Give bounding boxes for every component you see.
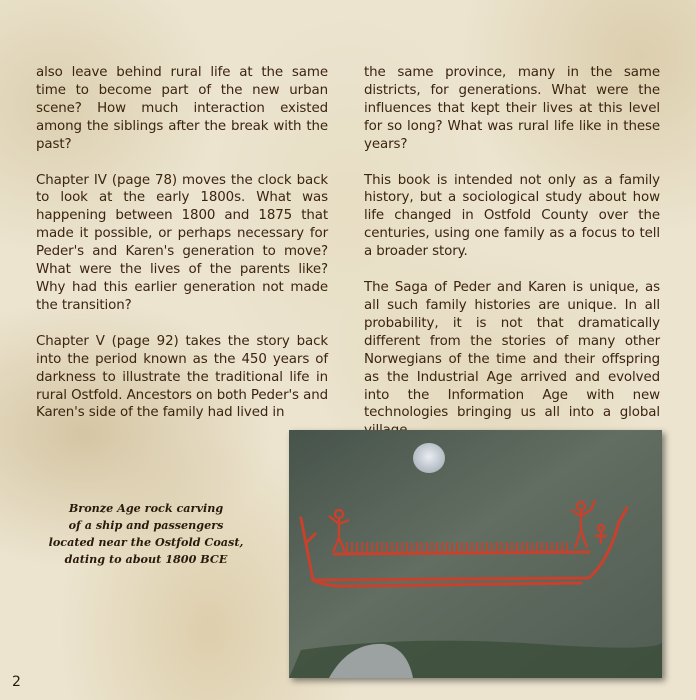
right-column — [364, 64, 660, 458]
cup-mark-disc — [413, 443, 445, 473]
left-column — [36, 64, 328, 440]
caption-line: Bronze Age rock carving — [68, 501, 224, 515]
photo-caption — [46, 500, 246, 568]
body-paragraph: This book is intended not only as a family history, but a sociological study about how life changed in Ostfold County over the centuries, using one family as a focus to tell a broader story. — [364, 172, 660, 260]
rock-carving-image — [289, 430, 662, 678]
body-paragraph: the same province, many in the same districts, for generations. What were the influences that kept their lives at this level for so long? What was rural life like in these years? — [364, 65, 660, 152]
body-paragraph: Chapter V (page 92) takes the story back into the period known as the 450 years of darkness to illustrate the traditional life in rural Ostfold. Ancestors on both Peder's and Karen's side of the family had lived in — [36, 333, 328, 421]
body-paragraph: Chapter IV (page 78) moves the clock back to look at the early 1800s. What was happening between 1800 and 1875 that made it possible, or perhaps necessary for Peder's and Karen's generation to move? What were the lives of the parents like? Why had this earlier generation not made the transition? — [36, 172, 328, 313]
body-paragraph: also leave behind rural life at the same time to become part of the new urban scene? How much interaction existed among the siblings after the break with the past? — [36, 65, 328, 152]
page-number: 2 — [12, 674, 21, 690]
caption-line: of a ship and passengers — [68, 518, 224, 532]
caption-line: located near the Ostfold Coast, — [48, 535, 244, 549]
rock-carving-photo — [289, 430, 662, 678]
body-paragraph: The Saga of Peder and Karen is unique, as all such family histories are unique. In all probability, it is not that dramatically different from the stories of many other Norwegians of the time and their offspring as the Industrial Age arrived and evolved into the Information Age with new technologies bringing us all into a global — [364, 280, 660, 421]
caption-line: dating to about 1800 BCE — [64, 552, 228, 566]
